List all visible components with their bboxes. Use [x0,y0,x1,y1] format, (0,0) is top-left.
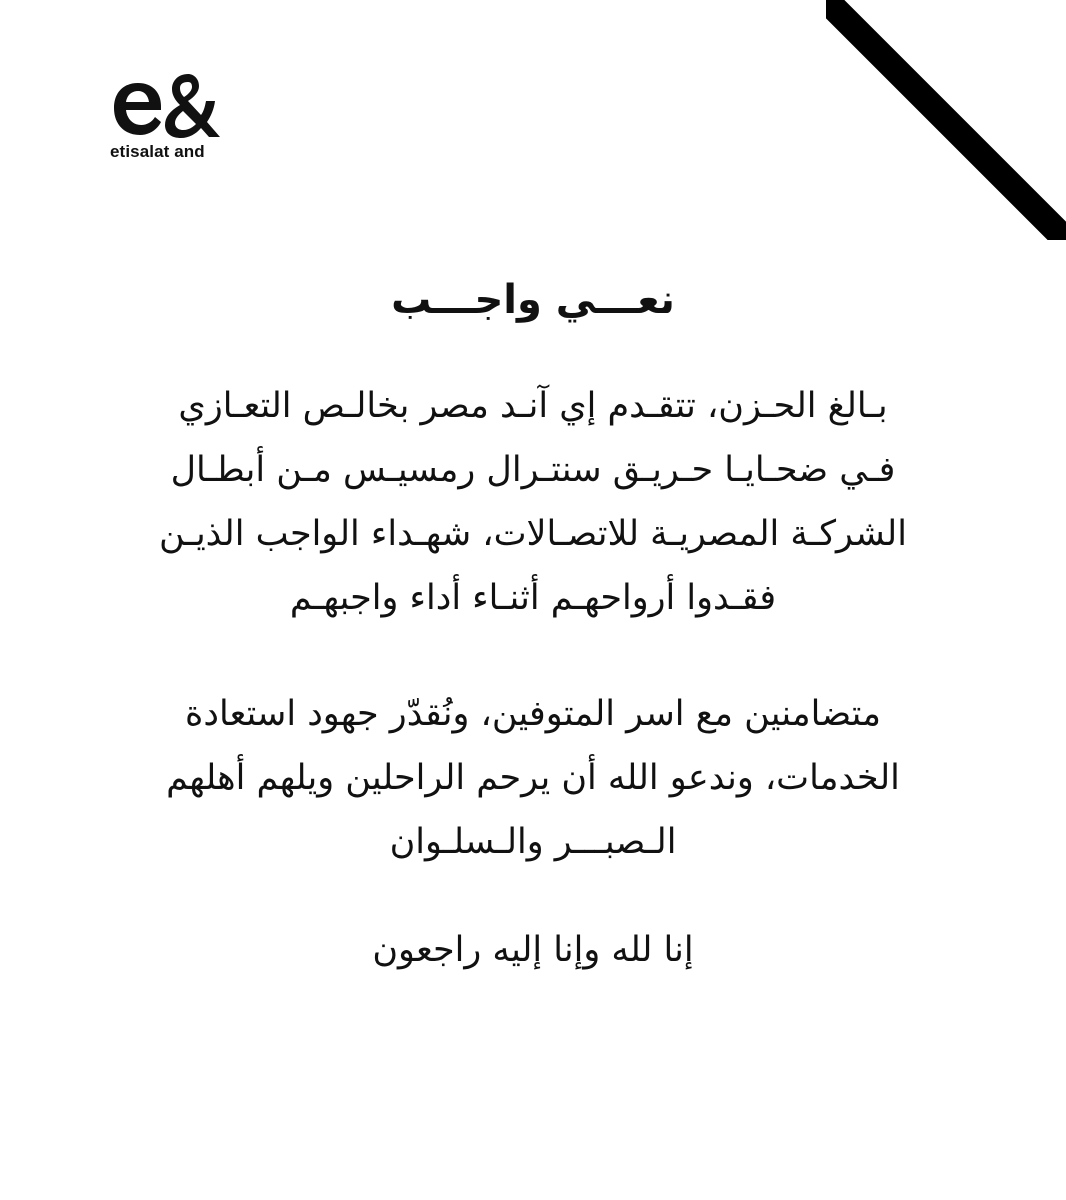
paragraph-line: فـي ضحـايـا حـريـق سنتـرال رمسيـس مـن أبطـال [170,450,896,490]
closing-prayer: إنا لله وإنا إليه راجعون [372,930,694,970]
solidarity-paragraph [100,682,966,874]
paragraph-line: الخدمات، وندعو الله أن يرحم الراحلين ويلهم أهلهم [166,758,900,798]
paragraph-line: بـالغ الحـزن، تتقـدم إي آنـد مصر بخالـص التعـازي [178,386,888,426]
paragraph-line: الـصبـــر والـسلـوان [389,822,677,862]
paragraph-line: فقـدوا أرواحهـم أثنـاء أداء واجبهـم [289,578,777,618]
paragraph-line: متضامنين مع اسر المتوفين، ونُقدّر جهود استعادة [185,694,881,734]
mourning-ribbon [826,0,1066,240]
brand-wordmark: etisalat and [110,142,205,161]
condolence-paragraph [100,374,966,630]
brand-logo [108,70,238,170]
paragraph-line: الشركـة المصريـة للاتصـالات، شهـداء الواجب الذيـن [159,514,907,554]
notice-title: نعـــي واجـــب [391,277,675,323]
condolence-notice [100,270,966,982]
e-and-logo-mark [108,70,220,140]
